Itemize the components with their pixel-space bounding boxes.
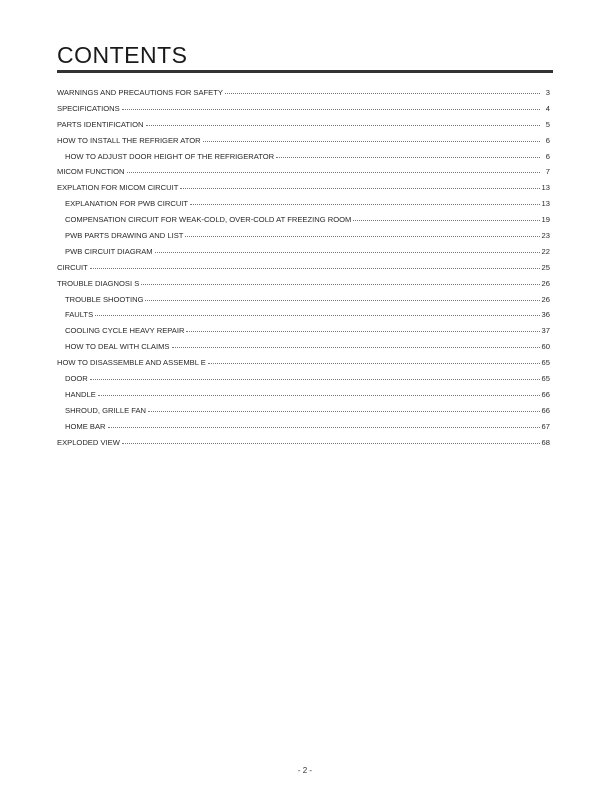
toc-entry-page: 36 (541, 310, 550, 320)
toc-subentry[interactable] (57, 390, 550, 406)
dot-leader (90, 379, 540, 380)
toc-subentry[interactable] (57, 326, 550, 342)
toc-entry-page: 68 (541, 438, 550, 448)
dot-leader (185, 236, 539, 237)
dot-leader (172, 347, 540, 348)
dot-leader (95, 315, 539, 316)
toc-entry-label: WARNINGS AND PRECAUTIONS FOR SAFETY (57, 88, 223, 97)
toc-entry-page: 26 (541, 278, 550, 288)
dot-leader (186, 331, 539, 332)
dot-leader (122, 109, 540, 110)
title-divider (57, 70, 553, 73)
toc-entry[interactable] (57, 88, 550, 104)
dot-leader (225, 93, 540, 94)
dot-leader (146, 125, 541, 126)
toc-entry[interactable] (57, 358, 550, 374)
toc-entry[interactable] (57, 438, 550, 454)
dot-leader (145, 300, 539, 301)
toc-entry-page: 5 (545, 119, 550, 129)
toc-subentry[interactable] (57, 374, 550, 390)
toc-entry-label: COOLING CYCLE HEAVY REPAIR (65, 326, 185, 336)
toc-entry-label: PWB CIRCUIT DIAGRAM (65, 246, 153, 256)
toc-entry-page: 65 (541, 358, 550, 368)
toc-entry-label: HANDLE (65, 389, 96, 399)
toc-entry[interactable] (57, 104, 550, 120)
toc-entry-label: TROUBLE DIAGNOSI S (57, 278, 140, 288)
toc-entry-label: SPECIFICATIONS (57, 103, 120, 113)
table-of-contents (57, 88, 550, 454)
toc-subentry[interactable] (57, 247, 550, 263)
dot-leader (122, 443, 540, 444)
toc-entry-page: 6 (545, 135, 550, 145)
toc-entry-label: EXPLANATION FOR PWB CIRCUIT (65, 199, 189, 209)
toc-entry-label: PARTS IDENTIFICATION (57, 119, 144, 129)
toc-entry-label: EXPLATION FOR MICOM CIRCUIT (57, 183, 179, 193)
toc-subentry[interactable] (57, 422, 550, 438)
toc-entry-label: CIRCUIT (57, 262, 88, 272)
toc-entry-page: 6 (545, 151, 550, 161)
toc-entry-label: DOOR (65, 374, 88, 384)
toc-entry-page: 3 (545, 88, 550, 97)
toc-entry-label: HOW TO DEAL WITH CLAIMS (65, 342, 170, 352)
dot-leader (208, 363, 540, 364)
toc-entry-page: 66 (541, 405, 550, 415)
dot-leader (98, 395, 540, 396)
toc-entry-page: 60 (541, 342, 550, 352)
toc-entry-label: MICOM FUNCTION (57, 167, 125, 177)
toc-subentry[interactable] (57, 406, 550, 422)
toc-subentry[interactable] (57, 310, 550, 326)
toc-entry[interactable] (57, 183, 550, 199)
toc-subentry[interactable] (57, 342, 550, 358)
toc-entry-label: FAULTS (65, 310, 94, 320)
toc-entry-label: HOW TO ADJUST DOOR HEIGHT OF THE REFRIGERATOR (65, 151, 275, 161)
toc-entry-label: COMPENSATION CIRCUIT FOR WEAK-COLD, OVER-COLD AT FREEZING ROOM (65, 215, 352, 225)
toc-entry[interactable] (57, 167, 550, 183)
page-number: - 2 - (297, 766, 313, 775)
dot-leader (148, 411, 540, 412)
toc-entry-page: 26 (541, 294, 550, 304)
toc-subentry[interactable] (57, 152, 550, 168)
dot-leader (141, 284, 539, 285)
toc-subentry[interactable] (57, 199, 550, 215)
dot-leader (155, 252, 540, 253)
toc-entry-label: EXPLODED VIEW (57, 438, 120, 448)
toc-entry-page: 37 (541, 326, 550, 336)
toc-entry-page: 13 (541, 183, 550, 193)
toc-entry-page: 23 (541, 231, 550, 241)
dot-leader (203, 141, 540, 142)
toc-entry-page: 4 (545, 103, 550, 113)
toc-entry-label: HOW TO DISASSEMBLE AND ASSEMBL E (57, 358, 206, 368)
dot-leader (108, 427, 540, 428)
toc-entry-page: 13 (541, 199, 550, 209)
toc-entry-page: 7 (545, 167, 550, 177)
toc-entry-label: HOW TO INSTALL THE REFRIGER ATOR (57, 135, 201, 145)
dot-leader (90, 268, 540, 269)
toc-entry-label: TROUBLE SHOOTING (65, 294, 144, 304)
toc-entry[interactable] (57, 120, 550, 136)
toc-entry[interactable] (57, 279, 550, 295)
toc-entry-page: 19 (541, 215, 550, 225)
toc-entry-label: SHROUD, GRILLE FAN (65, 405, 147, 415)
toc-subentry[interactable] (57, 231, 550, 247)
dot-leader (190, 204, 539, 205)
toc-entry-page: 65 (541, 374, 550, 384)
toc-entry[interactable] (57, 136, 550, 152)
toc-entry-page: 25 (541, 262, 550, 272)
dot-leader (276, 157, 540, 158)
toc-entry-page: 22 (541, 246, 550, 256)
toc-entry-label: PWB PARTS DRAWING AND LIST (65, 231, 184, 241)
toc-entry[interactable] (57, 263, 550, 279)
toc-entry-page: 67 (541, 421, 550, 431)
toc-entry-label: HOME BAR (65, 421, 106, 431)
dot-leader (180, 188, 539, 189)
toc-entry-page: 66 (541, 389, 550, 399)
toc-subentry[interactable] (57, 295, 550, 311)
dot-leader (353, 220, 539, 221)
page-title: CONTENTS (57, 42, 188, 68)
dot-leader (127, 172, 541, 173)
toc-subentry[interactable] (57, 215, 550, 231)
